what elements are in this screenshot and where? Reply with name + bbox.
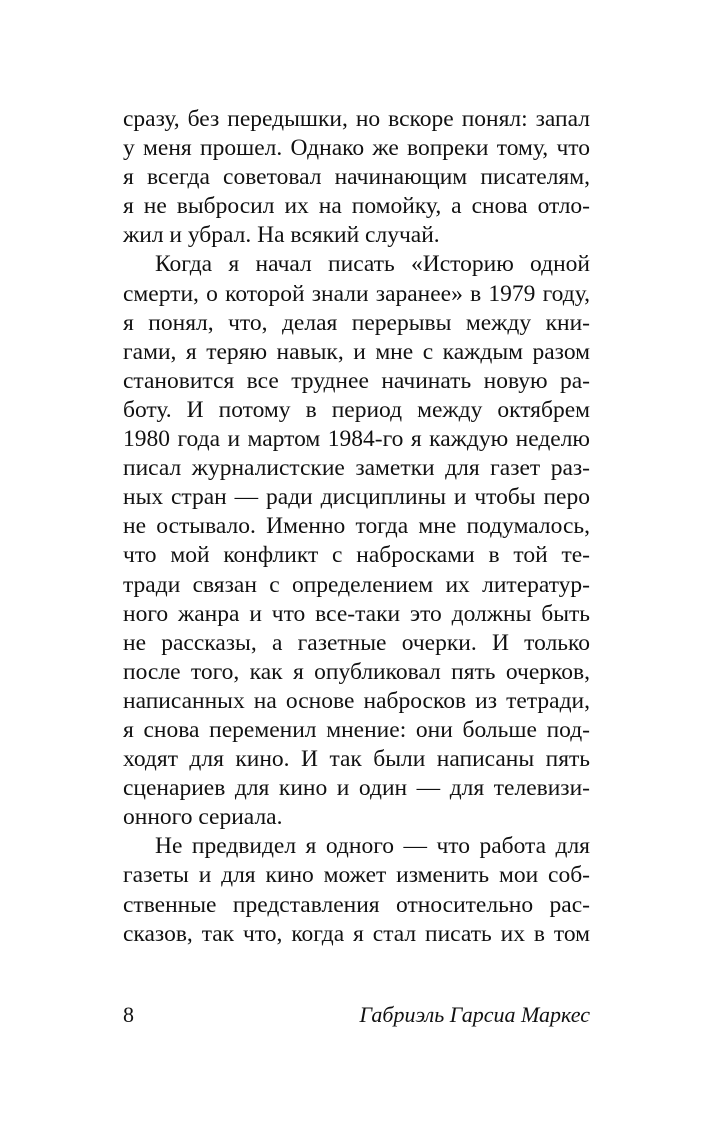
text-line: не остывало. Именно тогда мне подумалось, xyxy=(123,513,590,540)
text-line: что мой конфликт с набросками в той те- xyxy=(123,542,590,569)
text-line: написанных на основе набросков из тетради, xyxy=(123,687,590,714)
text-line: 1980 года и мартом 1984-го я каждую неделю xyxy=(123,426,590,453)
page-footer xyxy=(123,1001,590,1031)
text-line: сказов, так что, когда я стал писать их в том xyxy=(123,920,590,947)
text-line: становится все труднее начинать новую ра- xyxy=(123,367,590,394)
text-line: онного сериала. xyxy=(123,804,283,831)
text-line: гами, я теряю навык, и мне с каждым разом xyxy=(123,338,590,365)
text-line: ных стран — ради дисциплины и чтобы перо xyxy=(123,484,590,511)
text-line: боту. И потому в период между октябрем xyxy=(123,396,590,423)
text-line: после того, как я опубликовал пять очерков, xyxy=(123,658,590,685)
text-line: не рассказы, а газетные очерки. И только xyxy=(123,629,590,656)
text-line: тради связан с определением их литератур- xyxy=(123,571,590,598)
running-title: Габриэль Гарсиа Маркес xyxy=(359,1002,590,1027)
text-line: я всегда советовал начинающим писателям, xyxy=(123,164,590,191)
page-number: 8 xyxy=(123,1002,134,1027)
text-line: жил и убрал. На всякий случай. xyxy=(123,222,440,249)
body-text xyxy=(123,105,590,949)
text-line: я снова переменил мнение: они больше под- xyxy=(123,716,590,743)
text-line: сразу, без передышки, но вскоре понял: запал xyxy=(123,106,590,132)
text-line: я понял, что, делая перерывы между кни- xyxy=(123,309,590,336)
text-line: Когда я начал писать «Историю одной xyxy=(155,251,590,278)
text-line: газеты и для кино может изменить мои соб- xyxy=(123,862,590,889)
text-line: у меня прошел. Однако же вопреки тому, что xyxy=(123,135,590,162)
text-line: писал журналистские заметки для газет раз- xyxy=(123,455,590,482)
text-line: смерти, о которой знали заранее» в 1979 году, xyxy=(123,280,590,307)
text-line: сценариев для кино и один — для телевизи- xyxy=(123,775,590,802)
text-line: ственные представления относительно рас- xyxy=(123,891,590,918)
text-line: я не выбросил их на помойку, а снова отло- xyxy=(123,193,590,220)
text-line: Не предвидел я одного — что работа для xyxy=(155,833,590,860)
text-line: ходят для кино. И так были написаны пять xyxy=(123,746,590,773)
text-line: ного жанра и что все-таки это должны быть xyxy=(123,600,590,627)
